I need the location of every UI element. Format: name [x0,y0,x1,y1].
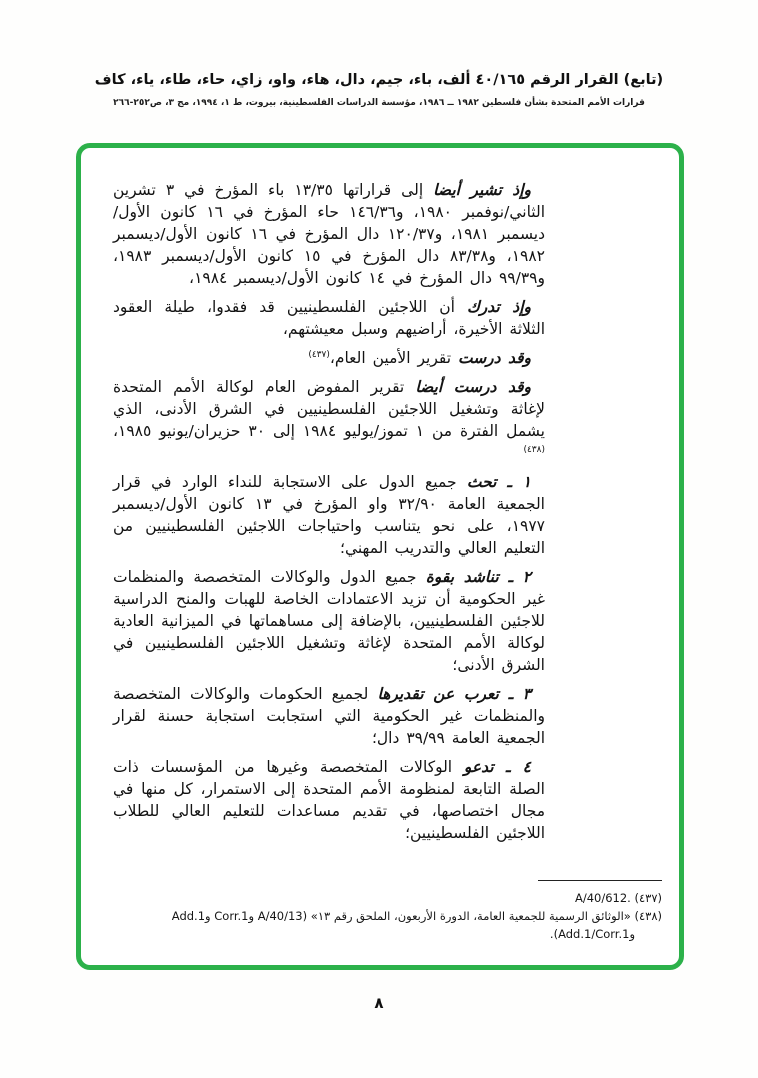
paragraph-text: جميع الدول والوكالات المتخصصة والمنظمات غير الحكومية أن تزيد الاعتمادات الخاصة للهبات والمنح الدراسية للاجئين الفلسطينيين، بالإضافة إلى مساهماتها في الميزانية العادية لوكالة الأمم المتحدة لإغاثة وتشغيل اللاجئين الفلسطينيين في الشرق الأدنى؛ [113,568,545,674]
body-paragraph-4 [113,376,545,464]
paragraph-lead: وقد درست أيضا [415,378,531,396]
footnote-separator-rule [538,880,662,881]
page-subtitle: قرارات الأمم المتحدة بشأن فلسطين ١٩٨٢ ــ ١٩٨٦، مؤسسة الدراسات الفلسطينية، بيروت، ط ١، ١٩٩٤، مج ٣، ص٢٥٢-٢٦٦ [113,98,645,108]
footnote-number: (٤٣٧) [634,891,662,905]
paragraph-lead: وقد درست [457,349,531,367]
paragraph-lead: وإذ تدرك [467,298,531,316]
body-paragraph-6 [113,566,545,676]
paragraph-text: جميع الدول على الاستجابة للنداء الوارد في قرار الجمعية العامة ٣٢/٩٠ واو المؤرخ في ١٣ كانون الأول/ديسمبر ١٩٧٧، على نحو يتناسب واحتياجات اللاجئين الفلسطينيين من التعليم العالي والتدريب المهني؛ [113,473,545,557]
footnotes-section [107,880,662,943]
paragraph-text: الوكالات المتخصصة وغيرها من المؤسسات ذات الصلة التابعة لمنظومة الأمم المتحدة إلى الاستمرار، كل منها في مجال اختصاصها، في تقديم مساعدات للتعليم العالي للطلاب اللاجئين الفلسطينيين؛ [113,758,545,842]
page-title: (تابع) القرار الرقم ٤٠/١٦٥ ألف، باء، جيم، دال، هاء، واو، زاي، حاء، طاء، ياء، كاف [94,72,664,88]
body-paragraph-3 [113,347,545,369]
body-paragraph-5 [113,471,545,559]
body-paragraph-8 [113,756,545,844]
body-paragraph-7 [113,683,545,749]
resolution-body [113,179,545,851]
paragraph-text: أن اللاجئين الفلسطينيين قد فقدوا، طيلة العقود الثلاثة الأخيرة، أراضيهم وسبل معيشتهم، [113,298,545,338]
paragraph-lead: ٣ ـ تعرب عن تقديرها [377,685,531,703]
paragraph-text: إلى قراراتها ١٣/٣٥ باء المؤرخ في ٣ تشرين الثاني/نوفمبر ١٩٨٠، و١٤٦/٣٦ حاء المؤرخ في ١٦ كانون الأول/ديسمبر ١٩٨١، و١٢٠/٣٧ دال المؤرخ في ١٦ كانون الأول/ديسمبر ١٩٨٢، و٨٣/٣٨ دال المؤرخ في ١٥ كانون الأول/ديسمبر ١٩٨٣، و٩٩/٣٩ دال المؤرخ في ١٤ كانون الأول/ديسمبر ١٩٨٤، [113,181,546,287]
paragraph-lead: ١ ـ تحث [466,473,531,491]
paragraph-lead: ٢ ـ تناشد بقوة [425,568,531,586]
content-frame [76,143,684,970]
footnote-ref-438: (٤٣٨) [523,444,545,455]
paragraph-text: تقرير المفوض العام لوكالة الأمم المتحدة لإغاثة وتشغيل اللاجئين الفلسطينيين في الشرق الأدنى، الذي يشمل الفترة من ١ تموز/يوليو ١٩٨٤ إلى ٣٠ حزيران/يونيو ١٩٨٥، [113,378,545,440]
footnote-437 [107,889,662,907]
footnote-text: A/40/612.‎ [574,891,631,905]
paragraph-lead: وإذ تشير أيضا [433,181,531,199]
document-header [0,72,758,108]
page-number: ٨ [374,994,384,1012]
footnote-text: «الوثائق الرسمية للجمعية العامة، الدورة الأربعون، الملحق رقم ١٣» (A/40/13 وCorr.1 وAdd.1 وAdd.1/Corr.1). [171,909,635,941]
body-paragraph-2 [113,296,545,340]
footnote-438 [107,907,662,943]
paragraph-lead: ٤ ـ تدعو [463,758,531,776]
paragraph-text: تقرير الأمين العام، [329,349,458,367]
paragraph-text: لجميع الحكومات والوكالات المتخصصة والمنظمات غير الحكومية التي استجابت استجابة حسنة لقرار الجمعية العامة ٣٩/٩٩ دال؛ [113,685,545,747]
footnote-ref-437: (٤٣٧) [308,349,330,360]
body-paragraph-1 [113,179,545,289]
footnote-number: (٤٣٨) [634,909,662,923]
